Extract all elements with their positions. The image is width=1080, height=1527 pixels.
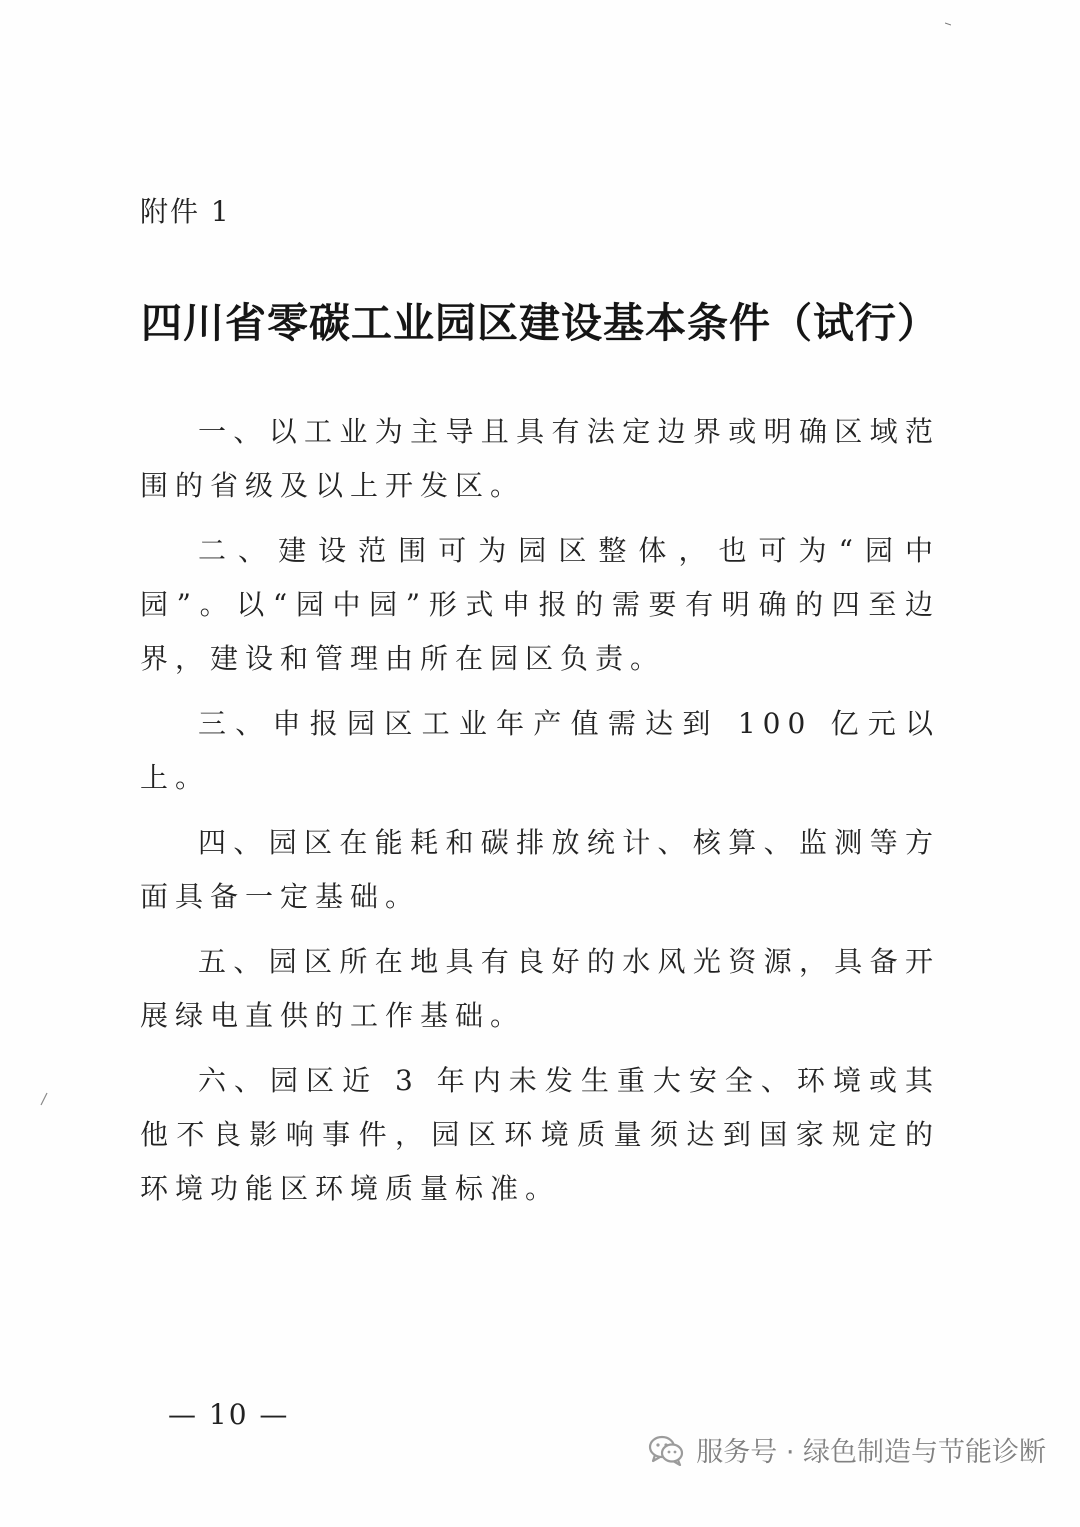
clause-6: 六、园区近 3 年内未发生重大安全、环境或其他不良影响事件，园区环境质量须达到国家规定的环境功能区环境质量标准。 (140, 1064, 940, 1205)
clause-4: 四、园区在能耗和碳排放统计、核算、监测等方面具备一定基础。 (140, 826, 940, 913)
clause-5: 五、园区所在地具有良好的水风光资源，具备开展绿电直供的工作基础。 (140, 945, 940, 1032)
clause-1: 一、以工业为主导且具有法定边界或明确区域范围的省级及以上开发区。 (140, 415, 940, 502)
document-body (140, 405, 940, 1227)
clause-2: 二、建设范围可为园区整体，也可为“园中园”。以“园中园”形式申报的需要有明确的四至边界，建设和管理由所在园区负责。 (140, 534, 940, 675)
clause-3: 三、申报园区工业年产值需达到 100 亿元以上。 (140, 707, 940, 794)
wechat-icon (648, 1434, 684, 1466)
attachment-label: 附件 1 (140, 195, 231, 228)
scan-speck (40, 1092, 48, 1106)
document-title: 四川省零碳工业园区建设基本条件（试行） (141, 299, 939, 347)
watermark-text: 服务号 · 绿色制造与节能诊断 (696, 1437, 1046, 1468)
page-number: — 10 — (168, 1398, 290, 1431)
scan-speck (945, 22, 951, 26)
watermark (648, 1430, 1046, 1469)
